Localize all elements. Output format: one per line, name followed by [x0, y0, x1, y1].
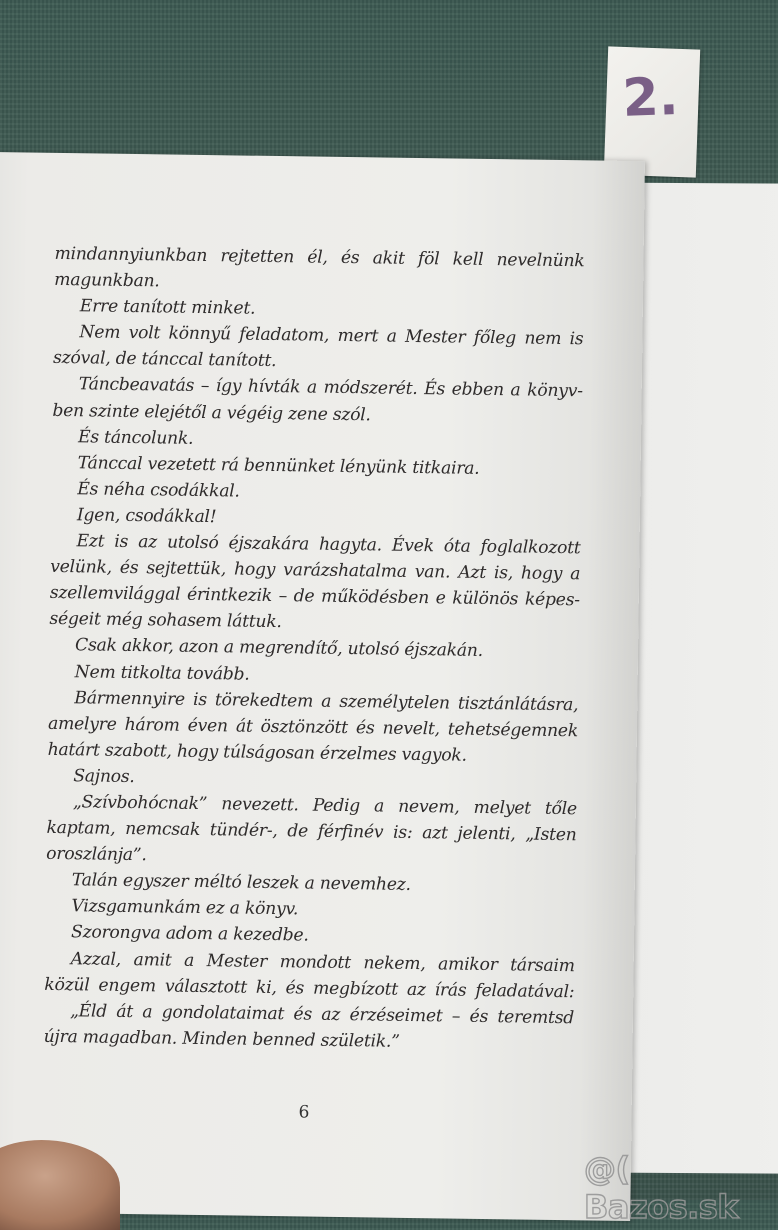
text-line: Nem titkolta tovább.: [74, 661, 250, 685]
text-line: „Éld át a gondolataimat és az érzéseimet – és teremtsd: [69, 1000, 575, 1028]
text-line: Bármennyire is törekedtem a személytelen tisztánlátásra,: [74, 687, 579, 715]
sticky-note-label: 2.: [621, 66, 680, 129]
text-line: ben szinte elejétől a végéig zene szól.: [52, 400, 371, 425]
text-line: amelyre három éven át ösztönzött és nevelt, tehetségemnek: [47, 713, 579, 741]
text-line: Nem volt könnyű feladatom, mert a Mester főleg nem is: [79, 322, 584, 350]
text-line: szóval, de tánccal tanított.: [52, 348, 277, 372]
sticky-note: [604, 46, 700, 177]
text-line: Erre tanított minket.: [79, 296, 256, 319]
text-line: kaptam, nemcsak tündér-, de férfinév is: azt jelenti, „Isten: [46, 817, 577, 846]
text-line: „Szívbohócnak” nevezett. Pedig a nevem, melyet tőle: [72, 792, 578, 820]
text-line: Szorongva adom a kezedbe.: [70, 922, 309, 946]
text-line: magunkban.: [54, 270, 160, 292]
text-line: közül engem választott ki, és megbízott az írás feladatával:: [44, 974, 575, 1002]
text-line: oroszlánja”.: [46, 844, 147, 866]
page-text: [43, 241, 584, 1057]
text-line: Igen, csodákkal!: [76, 505, 217, 528]
page-number: 6: [298, 1102, 310, 1123]
text-line: Csak akkor, azon a megrendítő, utolsó éjszakán.: [74, 635, 484, 662]
text-line: újra magadban. Minden benned születik.”: [43, 1026, 400, 1052]
text-line: Sajnos.: [73, 766, 135, 787]
text-line: Azzal, amit a Mester mondott nekem, amikor társaim: [70, 948, 575, 976]
book-page: [0, 152, 645, 1221]
text-line: És néha csodákkal.: [77, 479, 240, 502]
text-line: mindannyiunkban rejtetten él, és akit föl kell nevelnünk: [54, 243, 585, 272]
text-line: ségeit még sohasem láttuk.: [49, 609, 282, 633]
text-line: Ezt is az utolsó éjszakára hagyta. Évek óta foglalkozott: [76, 531, 581, 559]
text-line: Táncbeavatás – így hívták a módszerét. És ebben a könyv-: [78, 374, 583, 402]
text-line: szellemvilággal érintkezik – de működésben e különös képes-: [49, 583, 580, 611]
text-line: Vizsgamunkám ez a könyv.: [71, 896, 299, 920]
text-line: Tánccal vezetett rá bennünket lényünk titkaira.: [77, 453, 480, 479]
text-line: Talán egyszer méltó leszek a nevemhez.: [71, 870, 411, 896]
text-line: És táncolunk.: [77, 426, 194, 449]
text-line: határt szabott, hogy túlságosan érzelmes vagyok.: [47, 739, 467, 766]
watermark: @( Bazos.sk: [584, 1150, 739, 1226]
text-line: velünk, és sejtettük, hogy varázshatalma van. Azt is, hogy a: [50, 557, 581, 585]
